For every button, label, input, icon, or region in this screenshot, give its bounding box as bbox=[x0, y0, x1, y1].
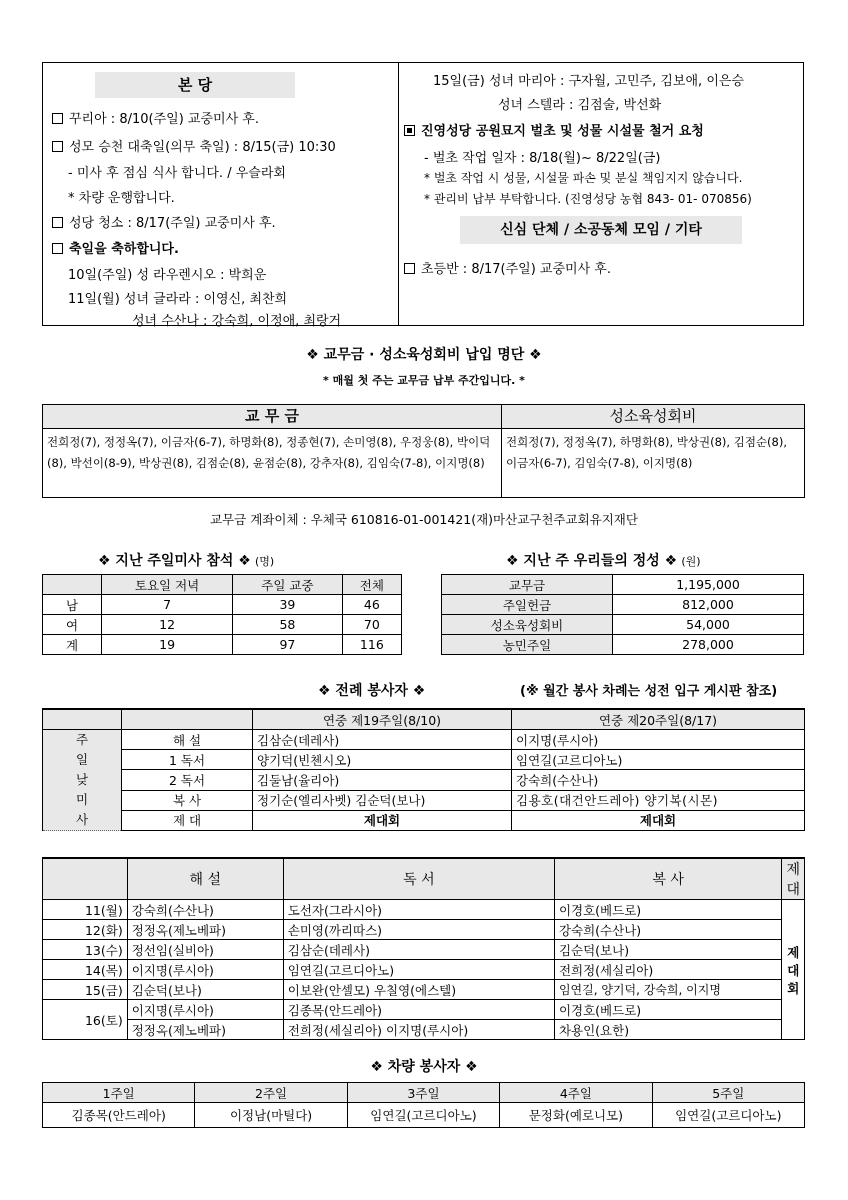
donations-title: ❖ 교무금 · 성소육성회비 납입 명단 ❖ bbox=[306, 347, 542, 363]
server-cell: 김순덕(보나) bbox=[554, 940, 782, 960]
cemetery-detail: * 관리비 납부 부탁합니다. (진영성당 농협 843- 01- 070856) bbox=[424, 192, 752, 206]
role-cell: 복 사 bbox=[122, 790, 253, 810]
attendance-cell: 116 bbox=[342, 635, 401, 655]
feast-line: 성녀 스텔라 : 김점술, 박선화 bbox=[498, 98, 662, 113]
minister-cell: 임연길(고르디아노) bbox=[512, 750, 805, 770]
cemetery-notice: 진영성당 공원묘지 벌초 및 성물 시설물 철거 요청 bbox=[404, 120, 704, 139]
minister-cell: 양기덕(빈첸시오) bbox=[253, 750, 512, 770]
liturgy-title: ❖ 전례 봉사자 ❖ bbox=[318, 683, 426, 699]
role-cell: 2 독서 bbox=[122, 770, 253, 790]
weekday-header: 복 사 bbox=[554, 858, 782, 900]
checkbox-filled-icon bbox=[404, 125, 415, 136]
attendance-cell: 58 bbox=[233, 615, 343, 635]
role-cell: 해 설 bbox=[122, 730, 253, 750]
commentator-cell: 이지명(루시아) bbox=[127, 1000, 283, 1020]
weekday-header bbox=[43, 858, 128, 900]
reader-cell: 임연길(고르디아노) bbox=[283, 960, 554, 980]
day-cell: 12(화) bbox=[43, 920, 128, 940]
offering-amount: 54,000 bbox=[613, 615, 804, 635]
attendance-cell: 계 bbox=[43, 635, 102, 655]
attendance-unit: (명) bbox=[254, 555, 275, 568]
day-cell: 13(수) bbox=[43, 940, 128, 960]
attendance-cell: 97 bbox=[233, 635, 343, 655]
minister-cell: 이지명(루시아) bbox=[512, 730, 805, 750]
attendance-header: 토요일 저녁 bbox=[102, 575, 233, 595]
role-cell: 1 독서 bbox=[122, 750, 253, 770]
attendance-title: ❖ 지난 주일미사 참석 ❖ bbox=[98, 553, 251, 569]
donations-col2-header: 성소육성회비 bbox=[502, 405, 805, 429]
cemetery-detail: - 벌초 작업 일자 : 8/18(월)~ 8/22일(금) bbox=[424, 151, 661, 166]
day-cell: 11(월) bbox=[43, 900, 128, 920]
server-cell: 차용인(요한) bbox=[554, 1020, 782, 1040]
account-info: 교무금 계좌이체 : 우체국 610816-01-001421(재)마산교구천주교회유지재단 bbox=[210, 512, 638, 527]
vehicle-driver: 이정남(마틸다) bbox=[195, 1103, 347, 1128]
reader-cell: 전희정(세실리아) 이지명(루시아) bbox=[283, 1020, 554, 1040]
commentator-cell: 강숙희(수산나) bbox=[127, 900, 283, 920]
server-cell: 전희정(세실리아) bbox=[554, 960, 782, 980]
cemetery-detail: * 벌초 작업 시 성물, 시설물 파손 및 분실 책임지지 않습니다. bbox=[424, 171, 743, 185]
commentator-cell: 김순덕(보나) bbox=[127, 980, 283, 1000]
role-cell: 제 대 bbox=[122, 810, 253, 830]
donations-subtitle: * 매월 첫 주는 교무금 납부 주간입니다. * bbox=[323, 374, 525, 387]
commentator-cell: 이지명(루시아) bbox=[127, 960, 283, 980]
sunday-schedule bbox=[42, 708, 805, 831]
attendance-heading bbox=[98, 550, 274, 570]
server-cell: 이경호(베드로) bbox=[554, 1000, 782, 1020]
vehicle-driver: 김종목(안드레아) bbox=[43, 1103, 195, 1128]
attendance-cell: 여 bbox=[43, 615, 102, 635]
groups-title: 신심 단체 / 소공동체 모임 / 기타 bbox=[460, 216, 742, 244]
attendance-cell: 19 bbox=[102, 635, 233, 655]
server-cell: 이경호(베드로) bbox=[554, 900, 782, 920]
weekday-schedule bbox=[42, 857, 805, 1040]
checkbox-icon bbox=[52, 217, 63, 228]
donations-table bbox=[42, 404, 805, 498]
reader-cell: 손미영(까리따스) bbox=[283, 920, 554, 940]
reader-cell: 김종목(안드레아) bbox=[283, 1000, 554, 1020]
checkbox-icon bbox=[52, 113, 63, 124]
attendance-cell: 39 bbox=[233, 595, 343, 615]
feast-line: 15일(금) 성녀 마리아 : 구자월, 고민주, 김보애, 이은승 bbox=[433, 74, 744, 89]
offerings-title: ❖ 지난 주 우리들의 정성 ❖ bbox=[506, 553, 678, 569]
day-cell: 14(목) bbox=[43, 960, 128, 980]
week2-header: 연중 제20주일(8/17) bbox=[512, 709, 805, 730]
minister-cell: 정기순(엘리사벳) 김순덕(보나) bbox=[253, 790, 512, 810]
feast-line: 11일(월) 성녀 글라라 : 이영신, 최찬희 bbox=[68, 292, 288, 307]
notice-item: 성모 승천 대축일(의무 축일) : 8/15(금) 10:30 bbox=[52, 136, 336, 155]
sunday-mass-label bbox=[43, 730, 122, 831]
altar-cell: 제대회 bbox=[253, 810, 512, 830]
vehicle-week-header: 3주일 bbox=[347, 1083, 499, 1103]
checkbox-icon bbox=[52, 141, 63, 152]
feast-line: 10일(주일) 성 라우렌시오 : 박희운 bbox=[68, 268, 267, 283]
weekday-header: 제 대 bbox=[782, 858, 805, 900]
attendance-header bbox=[43, 575, 102, 595]
notice-item: - 미사 후 점심 식사 합니다. / 우슬라회 bbox=[68, 166, 286, 181]
commentator-cell: 정정옥(제노베파) bbox=[127, 920, 283, 940]
attendance-cell: 70 bbox=[342, 615, 401, 635]
checkbox-icon bbox=[404, 263, 415, 274]
attendance-cell: 12 bbox=[102, 615, 233, 635]
reader-cell: 김삼순(데레사) bbox=[283, 940, 554, 960]
vehicle-week-header: 5주일 bbox=[652, 1083, 804, 1103]
vehicle-week-header: 4주일 bbox=[500, 1083, 652, 1103]
donations-col1-header: 교 무 금 bbox=[43, 405, 502, 429]
week1-header: 연중 제19주일(8/10) bbox=[253, 709, 512, 730]
server-cell: 강숙희(수산나) bbox=[554, 920, 782, 940]
minister-cell: 김용호(대건안드레아) 양기복(시몬) bbox=[512, 790, 805, 810]
notice-item: 꾸리아 : 8/10(주일) 교중미사 후. bbox=[52, 108, 259, 127]
vehicle-title: ❖ 차량 봉사자 ❖ bbox=[370, 1059, 478, 1075]
attendance-header: 주일 교중 bbox=[233, 575, 343, 595]
vehicle-table bbox=[42, 1082, 805, 1128]
offerings-heading bbox=[506, 550, 701, 570]
offering-label: 교무금 bbox=[442, 575, 613, 595]
server-cell: 임연길, 양기덕, 강숙희, 이지명 bbox=[554, 980, 782, 1000]
minister-cell: 김둘남(율리아) bbox=[253, 770, 512, 790]
offerings-unit: (원) bbox=[681, 555, 701, 568]
offering-label: 성소육성회비 bbox=[442, 615, 613, 635]
weekday-altar-cell: 제대회 bbox=[782, 900, 805, 1040]
corner-cell bbox=[43, 709, 122, 730]
offering-amount: 812,000 bbox=[613, 595, 804, 615]
feast-line: 성녀 수산나 : 강숙희, 이정애, 최랑거 bbox=[132, 314, 342, 329]
attendance-cell: 46 bbox=[342, 595, 401, 615]
notice-divider bbox=[398, 62, 399, 326]
minister-cell: 김삼순(데레사) bbox=[253, 730, 512, 750]
sunday-mass-label-text: 주일낮미사 bbox=[75, 732, 89, 827]
attendance-cell: 7 bbox=[102, 595, 233, 615]
donations-col1-text: 전희정(7), 정정옥(7), 이금자(6-7), 하명화(8), 정종현(7), 손미영(8), 우정웅(8), 박이덕(8), 박선이(8-9), 박상권(8), 김점순(8), 윤점순(8), 강추자(8), 김임숙(7-8), 이지명(8) bbox=[43, 429, 502, 498]
commentator-cell: 정정옥(제노베파) bbox=[127, 1020, 283, 1040]
vehicle-driver: 문정화(예로니모) bbox=[500, 1103, 652, 1128]
donations-col2-text: 전희정(7), 정정옥(7), 하명화(8), 박상권(8), 김점순(8), 이금자(6-7), 김임숙(7-8), 이지명(8) bbox=[502, 429, 805, 498]
vehicle-driver: 임연길(고르디아노) bbox=[652, 1103, 804, 1128]
reader-cell: 이보완(안셀모) 우칠영(에스텔) bbox=[283, 980, 554, 1000]
role-header-blank bbox=[122, 709, 253, 730]
vehicle-week-header: 1주일 bbox=[43, 1083, 195, 1103]
offering-amount: 1,195,000 bbox=[613, 575, 804, 595]
weekday-header: 해 설 bbox=[127, 858, 283, 900]
attendance-cell: 남 bbox=[43, 595, 102, 615]
notice-item: 축일을 축하합니다. bbox=[52, 238, 179, 257]
day-cell: 16(토) bbox=[43, 1000, 128, 1040]
offering-label: 주일헌금 bbox=[442, 595, 613, 615]
groups-item: 초등반 : 8/17(주일) 교중미사 후. bbox=[404, 258, 611, 277]
offerings-table bbox=[441, 574, 804, 655]
offering-label: 농민주일 bbox=[442, 635, 613, 655]
checkbox-icon bbox=[52, 243, 63, 254]
notice-title: 본 당 bbox=[95, 72, 295, 98]
altar-cell: 제대회 bbox=[512, 810, 805, 830]
liturgy-note: (※ 월간 봉사 차례는 성전 입구 게시판 참조) bbox=[520, 684, 778, 699]
attendance-header: 전체 bbox=[342, 575, 401, 595]
weekday-header: 독 서 bbox=[283, 858, 554, 900]
attendance-table bbox=[42, 574, 402, 655]
offering-amount: 278,000 bbox=[613, 635, 804, 655]
notice-item: 성당 청소 : 8/17(주일) 교중미사 후. bbox=[52, 212, 276, 231]
minister-cell: 강숙희(수산나) bbox=[512, 770, 805, 790]
commentator-cell: 정선임(실비아) bbox=[127, 940, 283, 960]
day-cell: 15(금) bbox=[43, 980, 128, 1000]
reader-cell: 도선자(그라시아) bbox=[283, 900, 554, 920]
notice-item: * 차량 운행합니다. bbox=[68, 191, 175, 206]
vehicle-driver: 임연길(고르디아노) bbox=[347, 1103, 499, 1128]
vehicle-week-header: 2주일 bbox=[195, 1083, 347, 1103]
